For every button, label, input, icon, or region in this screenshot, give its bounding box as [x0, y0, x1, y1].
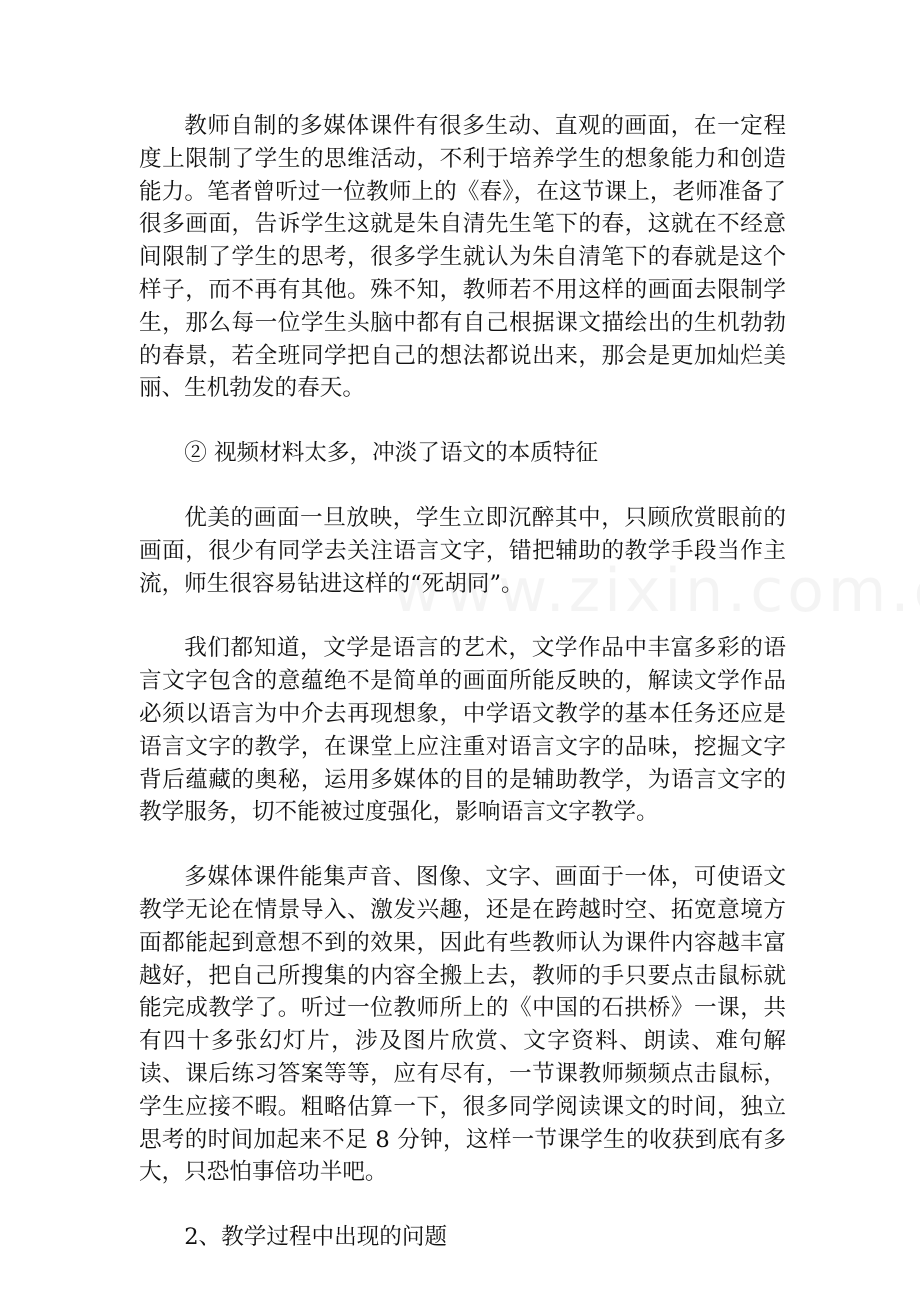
subheading-video-material: ② 视频材料太多，冲淡了语文的本质特征	[184, 440, 599, 467]
paragraph-multimedia-overuse: 多媒体课件能集声音、图像、文字、画面于一体，可使语文教学无论在情景导入、激发兴趣，还是在跨越时空、拓宽意境方面都能起到意想不到的效果，因此有些教师认为课件内容越丰富越好，把自己所搜集的内容全搬上去，教师的手只要点击鼠标就能完成教学了。听过一位教师所上的《中国的石拱桥》一课，共有四十多张幻灯片，涉及图片欣赏、文字资料、朗读、难句解读、课后练习答案等等，应有尽有，一节课教师频频点击鼠标，学生应接不暇。粗略估算一下，很多同学阅读课文的时间，独立思考的时间加起来不足 8 分钟，这样一节课学生的收获到底有多大，只恐怕事倍功半吧。	[139, 864, 786, 1186]
document-body	[139, 110, 786, 1286]
paragraph-literature-language-art: 我们都知道，文学是语言的艺术，文学作品中丰富多彩的语言文字包含的意蕴绝不是简单的画面所能反映的，解读文学作品必须以语言为中介去再现想象，中学语文教学的基本任务还应是语言文字的教学，在课堂上应注重对语言文字的品味，挖掘文字背后蕴藏的奥秘，运用多媒体的目的是辅助教学，为语言文字的教学服务，切不能被过度强化，影响语言文字教学。	[139, 635, 786, 826]
section-heading-teaching-problems: 2、教学过程中出现的问题	[184, 1224, 448, 1251]
paragraph-beautiful-images: 优美的画面一旦放映，学生立即沉醉其中，只顾欣赏眼前的画面，很少有同学去关注语言文字，错把辅助的教学手段当作主流，师生很容易钻进这样的“死胡同”。	[139, 504, 786, 597]
paragraph-courseware-limits-thinking: 教师自制的多媒体课件有很多生动、直观的画面，在一定程度上限制了学生的思维活动，不利于培养学生的想象能力和创造能力。笔者曾听过一位教师上的《春》，在这节课上，老师准备了很多画面，告诉学生这就是朱自清先生笔下的春，这就在不经意间限制了学生的思考，很多学生就认为朱自清笔下的春就是这个样子，而不再有其他。殊不知，教师若不用这样的画面去限制学生，那么每一位学生头脑中都有自己根据课文描绘出的生机勃勃的春景，若全班同学把自己的想法都说出来，那会是更加灿烂美丽、生机勃发的春天。	[139, 113, 786, 402]
